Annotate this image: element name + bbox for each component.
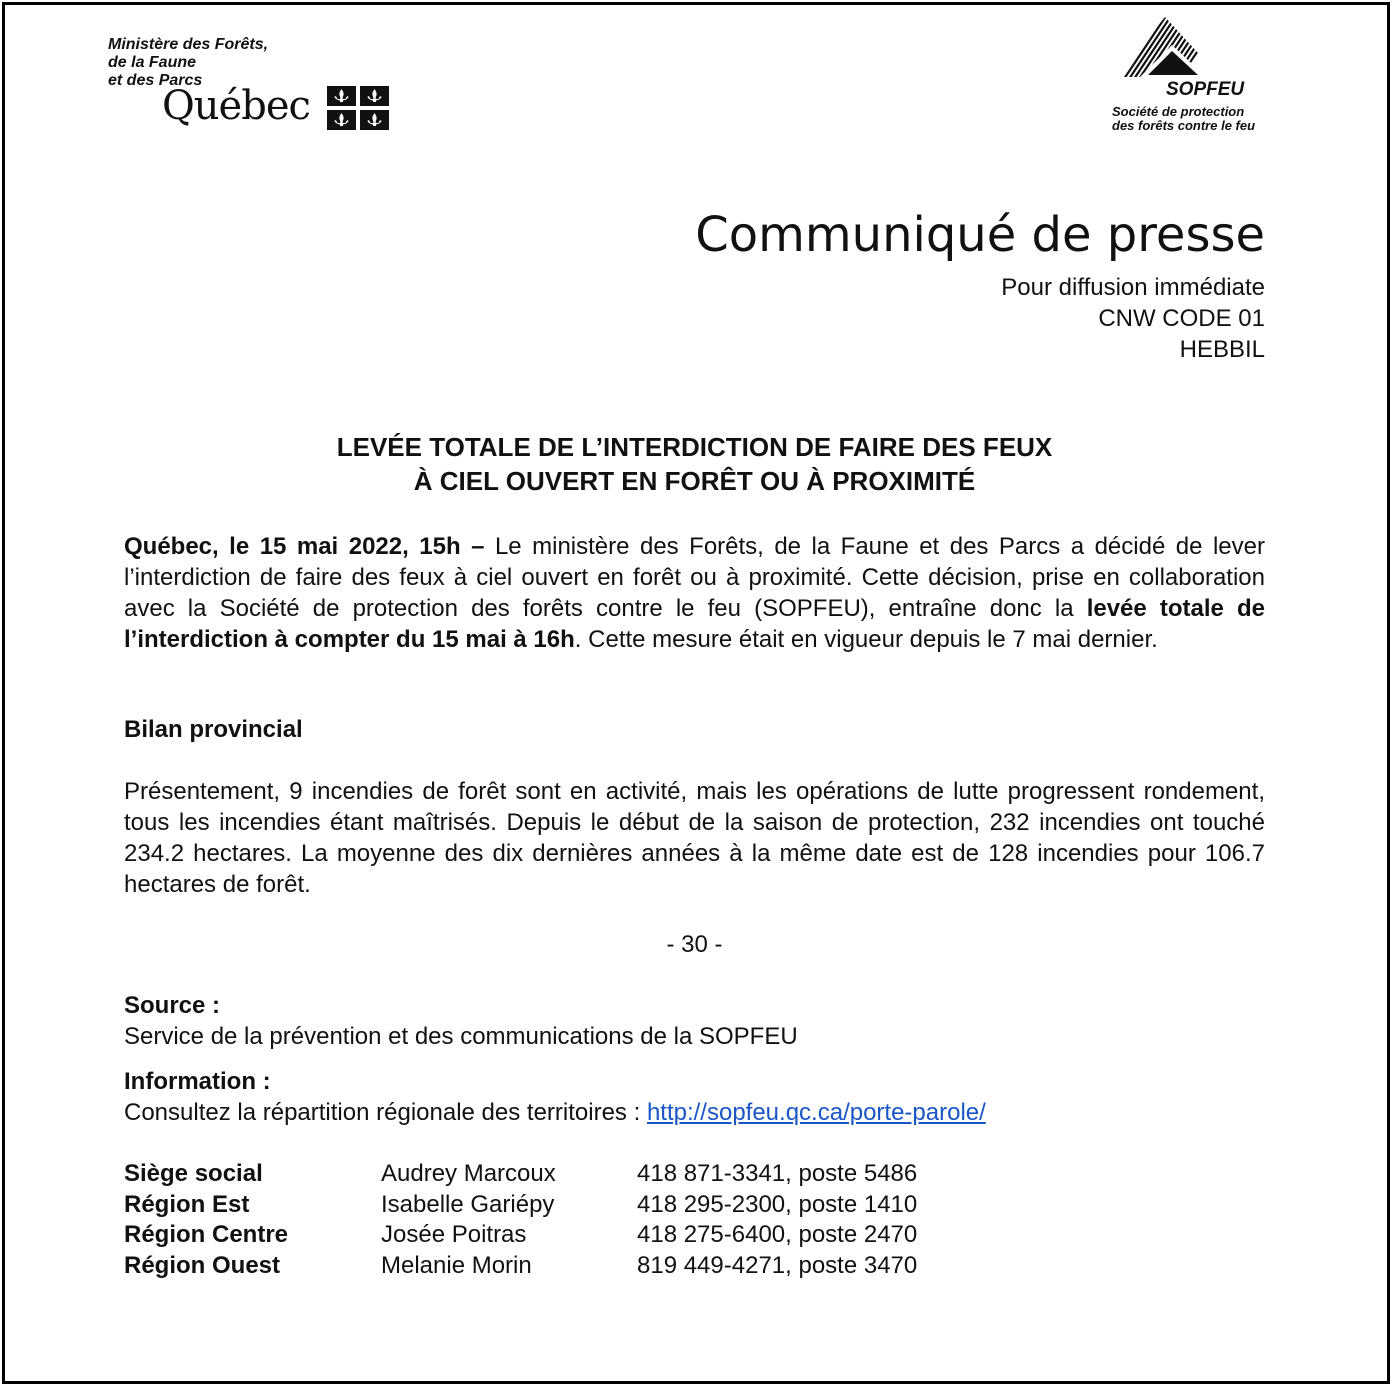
spokesperson-link[interactable]: http://sopfeu.qc.ca/porte-parole/ [646, 1099, 986, 1126]
quebec-wordmark: Québec [162, 83, 310, 129]
section-paragraph: Présentement, 9 incendies de forêt sont en activité, mais les opérations de lutte progressent rondement, tous les incendies étant maîtrisés. Depuis le début de la saison de protection, 232 incendies ont touché 234.2 hectares. La moyenne des dix dernières années à la même date est de 128 incendies pour 106.7 hectares de forêt. [124, 778, 1265, 898]
contact-name: Josée Poitras [381, 1221, 527, 1248]
lead-paragraph [124, 531, 1265, 655]
source-label: Source : [124, 992, 221, 1019]
section-heading: Bilan provincial [124, 716, 303, 743]
headline-line: LEVÉE TOTALE DE L’INTERDICTION DE FAIRE DES FEUX [336, 432, 1053, 462]
contact-name: Audrey Marcoux [381, 1160, 556, 1187]
information-text [124, 1097, 986, 1128]
contact-region: Région Ouest [124, 1251, 281, 1279]
contact-region: Région Centre [124, 1221, 289, 1248]
cnw-code: CNW CODE 01 [1098, 305, 1265, 332]
sopfeu-tagline-line: Société de protection [1112, 104, 1245, 119]
source-text: Service de la prévention et des communications de la SOPFEU [124, 1023, 798, 1050]
ministry-line: Ministère des Forêts, [108, 36, 269, 53]
dateline: Québec, le 15 mai 2022, 15h – [124, 533, 485, 560]
contact-region: Région Est [124, 1190, 250, 1218]
lead-text: Le ministère des Forêts, de la Faune et des Parcs a décidé de lever l’interdiction de faire des feux à ciel ouvert en forêt ou à proximité. Cette décision, prise en collaboration avec la Société de protection des forêts contre le feu (SOPFEU), entraîne donc la [124, 533, 1265, 622]
contact-name: Melanie Morin [381, 1251, 532, 1279]
ministry-name [108, 36, 268, 90]
sopfeu-tagline [1112, 105, 1255, 133]
contact-region: Siège social [124, 1160, 263, 1187]
contact-phone: 418 295-2300, poste 1410 [637, 1190, 918, 1218]
triangle-stripes-logo-icon [1110, 15, 1245, 100]
contact-phone: 418 275-6400, poste 2470 [637, 1221, 918, 1248]
distribution-code: HEBBIL [1179, 336, 1265, 363]
sopfeu-tagline-line: des forêts contre le feu [1112, 118, 1256, 133]
contact-name: Isabelle Gariépy [381, 1190, 555, 1218]
fleur-de-lis-flag-icon [327, 86, 389, 130]
headline-line: À CIEL OUVERT EN FORÊT OU À PROXIMITÉ [413, 466, 976, 496]
end-mark: - 30 - [666, 931, 723, 958]
contact-phone: 819 449-4271, poste 3470 [637, 1251, 918, 1279]
ministry-line: et des Parcs [108, 72, 203, 89]
contact-phone: 418 871-3341, poste 5486 [637, 1160, 918, 1187]
information-text-prefix: Consultez la répartition régionale des territoires : [124, 1099, 647, 1126]
document-title: Communiqué de presse [695, 207, 1265, 263]
lead-emphasis: levée totale de l’interdiction à compter du 15 mai à 16h [124, 595, 1265, 653]
lead-text-end: . Cette mesure était en vigueur depuis le 7 mai dernier. [574, 626, 1158, 653]
ministry-line: de la Faune [108, 54, 197, 71]
release-type: Pour diffusion immédiate [1001, 274, 1265, 301]
sopfeu-wordmark: SOPFEU [1166, 79, 1245, 100]
information-label: Information : [124, 1068, 271, 1095]
